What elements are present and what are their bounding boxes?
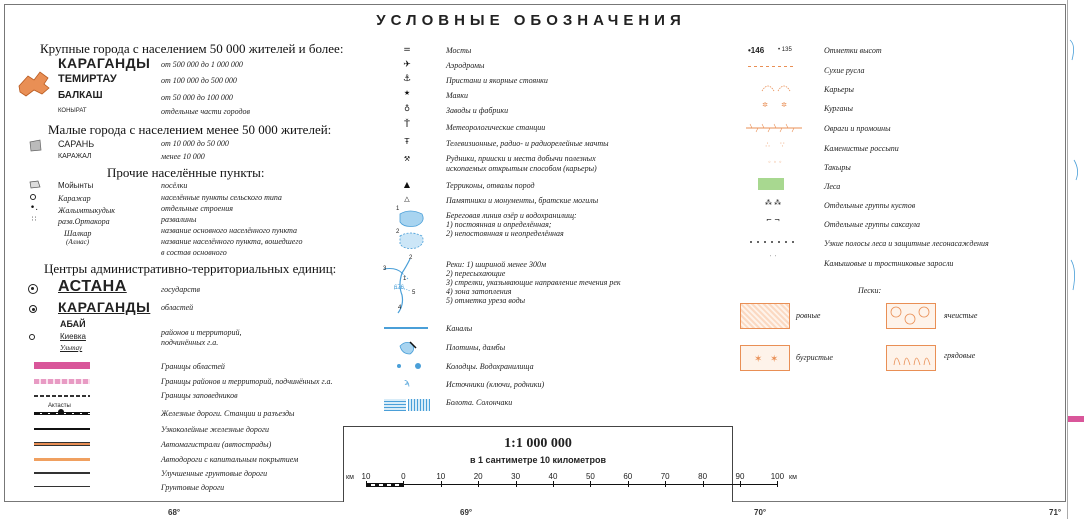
feature-desc: Мосты xyxy=(446,46,472,55)
bridge-icon: = xyxy=(403,45,411,55)
feature-desc: Пристани и якорные стоянки xyxy=(446,76,548,85)
scale-tick-label: 10 xyxy=(436,472,446,481)
feature-desc: Памятники и монументы, братские могилы xyxy=(446,196,599,205)
reservoir-icon xyxy=(415,363,421,369)
city-area-icon xyxy=(16,68,52,98)
scale-tick-label: 30 xyxy=(511,472,521,481)
scale-tick xyxy=(740,481,741,487)
settlement-name: Мойынты xyxy=(58,181,94,190)
city-name-karazhal: КАРАЖАЛ xyxy=(58,153,92,160)
monument-icon: △ xyxy=(404,195,410,203)
admin-centers-heading: Центры административно-территориальных единиц: xyxy=(44,261,337,276)
longitude-label: 71° xyxy=(1049,508,1062,517)
elevation-mark: •146 xyxy=(748,46,765,55)
city-name-karagandy: КАРАГАНДЫ xyxy=(58,55,151,71)
dam-icon xyxy=(398,338,420,356)
legend-title: УСЛОВНЫЕ ОБОЗНАЧЕНИЯ xyxy=(376,12,686,29)
small-city-icon xyxy=(28,139,44,153)
water-desc: Плотины, дамбы xyxy=(446,343,506,352)
star-icon: ★ xyxy=(403,89,411,97)
mast-icon: Ŧ xyxy=(404,137,410,146)
settlement-desc: развалины xyxy=(161,215,197,224)
settlement-desc: название основного населённого пункта xyxy=(161,226,298,235)
settlement-name: Жалымтыкудык xyxy=(58,206,116,215)
scale-tick xyxy=(441,481,442,487)
large-cities-heading: Крупные города с населением 50 000 жителей и более: xyxy=(40,41,344,56)
relief-desc: Такыры xyxy=(824,163,851,172)
oblast-boundary-symbol xyxy=(34,362,90,369)
shoreline-desc: Береговая линия озёр и водохранилищ: 1) постоянная и определённая; 2) непостоянная и неопределённая xyxy=(446,211,577,238)
village-icon xyxy=(28,180,42,190)
relief-desc: Каменистые россыпи xyxy=(824,144,899,153)
line-desc: Узкоколейные железные дороги xyxy=(161,425,270,434)
scale-tick-label: 40 xyxy=(548,472,558,481)
line-desc: Границы районов и территорий, подчинённых г.а. xyxy=(161,377,333,386)
oblast-center-icon xyxy=(29,305,37,313)
relief-desc: Овраги и промоины xyxy=(824,124,891,133)
dirt-road-symbol xyxy=(34,486,90,487)
cellular-sand-symbol xyxy=(886,303,936,329)
district-center-name: АБАЙ xyxy=(60,319,86,329)
line-desc: Границы заповедников xyxy=(161,391,238,400)
settlement-desc: отдельные строения xyxy=(161,204,233,213)
sand-desc: ровные xyxy=(796,311,821,320)
quarry-icon xyxy=(758,79,794,95)
river-index: 3 xyxy=(383,266,387,272)
water-desc: Источники (ключи, родники) xyxy=(446,380,545,389)
settlement-name: разв.Ортакора xyxy=(58,217,110,226)
scale-bar-first-segment xyxy=(366,483,403,487)
line-desc: Автодороги с капитальным покрытием xyxy=(161,455,299,464)
scale-tick xyxy=(553,481,554,487)
river-index: 1 xyxy=(403,276,407,282)
city-desc: отдельные части городов xyxy=(161,107,251,116)
reeds-icon: ˙ ˙ xyxy=(769,255,777,262)
relief-desc: Отметки высот xyxy=(824,46,882,55)
longitude-label: 70° xyxy=(754,508,767,517)
dry-bed-symbol xyxy=(748,66,796,67)
relief-desc: Сухие русла xyxy=(824,66,865,75)
scale-tick xyxy=(665,481,666,487)
scale-ratio: 1:1 000 000 xyxy=(504,436,572,451)
feature-desc: Метеорологические станции xyxy=(446,123,546,132)
river-index: 4 xyxy=(398,305,402,311)
feature-desc: ископаемых открытым способом (карьеры) xyxy=(446,164,597,173)
svg-text:✶: ✶ xyxy=(754,354,763,365)
veg-desc: Узкие полосы леса и защитные лесонасаждения xyxy=(824,239,989,248)
line-desc: Автомагистрали (автострады) xyxy=(161,440,272,449)
relief-desc: Карьеры xyxy=(824,85,854,94)
admin-desc: государств xyxy=(161,285,200,294)
settlement-desc: в состав основного xyxy=(161,248,227,257)
sands-heading: Пески: xyxy=(858,286,882,295)
forest-symbol xyxy=(758,178,784,190)
station-label: Актасты xyxy=(48,403,71,409)
other-settlements-heading: Прочие населённые пункты: xyxy=(107,165,265,180)
scale-tick xyxy=(516,481,517,487)
kurgan-icon: ✲ xyxy=(762,101,768,109)
relief-desc: Курганы xyxy=(824,104,853,113)
elevation-mark: • 135 xyxy=(778,47,792,53)
hummocky-sand-symbol xyxy=(740,345,790,371)
reserve-boundary-symbol xyxy=(34,395,90,397)
line-desc: Границы областей xyxy=(161,362,225,371)
admin-desc: подчинённых г.а. xyxy=(161,338,219,347)
water-level-mark: 676 xyxy=(394,285,405,291)
city-desc: от 500 000 до 1 000 000 xyxy=(161,60,243,69)
capital-icon xyxy=(28,284,38,294)
ruins-icon: ∷ xyxy=(31,215,37,223)
water-desc: Каналы xyxy=(446,324,473,333)
paved-road-symbol xyxy=(34,458,90,461)
spring-icon: ϡ xyxy=(404,378,410,388)
takyr-icon: ◦ ◦ ◦ xyxy=(767,159,783,166)
mine-icon: ⚒ xyxy=(403,155,411,163)
factory-icon: ♁ xyxy=(404,104,410,113)
city-name-konyrat: КОНЫРАТ xyxy=(58,108,87,114)
scale-tick xyxy=(366,481,367,487)
scale-tick xyxy=(590,481,591,487)
scale-unit-left: км xyxy=(346,474,354,481)
lake-index: 2 xyxy=(396,229,400,235)
feature-desc: Аэродромы xyxy=(446,61,485,70)
veg-desc: Отдельные группы кустов xyxy=(824,201,916,210)
district-center-name: Киевка xyxy=(60,332,86,341)
map-edge-strip xyxy=(1067,0,1084,519)
shrub-icon: ⁂ ⁂ xyxy=(764,199,782,207)
saxaul-icon: ⌐ ¬ xyxy=(766,216,780,224)
scree-icon: ∴ ∵ xyxy=(765,141,789,149)
separate-building-icon: •. xyxy=(29,203,39,213)
narrow-gauge-symbol xyxy=(34,428,90,430)
scale-tick-label: 50 xyxy=(585,472,595,481)
feature-desc: Заводы и фабрики xyxy=(446,106,509,115)
longitude-label: 68° xyxy=(168,508,181,517)
kurgan-icon: ✲ xyxy=(781,101,787,109)
improved-dirt-road-symbol xyxy=(34,472,90,474)
settlement-desc: посёлки xyxy=(161,181,188,190)
flat-sand-symbol xyxy=(740,303,790,329)
river-icon xyxy=(380,255,430,317)
scale-tick xyxy=(703,481,704,487)
scale-unit-right: км xyxy=(789,474,797,481)
scale-tick xyxy=(628,481,629,487)
veg-desc: Камышовые и тростниковые заросли xyxy=(824,259,954,268)
settlement-desc: название населённого пункта, вошедшего xyxy=(161,237,303,246)
longitude-label: 69° xyxy=(460,508,473,517)
scale-tick xyxy=(403,481,404,487)
swamp-icon xyxy=(384,399,406,411)
city-desc: от 10 000 до 50 000 xyxy=(161,139,229,148)
river-index: 5 xyxy=(412,290,416,296)
feature-desc: Телевизионные, радио- и радиорелейные мачты xyxy=(446,139,609,148)
city-desc: от 100 000 до 500 000 xyxy=(161,76,237,85)
scale-tick xyxy=(777,481,778,487)
admin-desc: областей xyxy=(161,303,194,312)
scale-tick-label: 20 xyxy=(473,472,483,481)
airplane-icon: ✈ xyxy=(403,60,411,70)
scale-tick-label: 70 xyxy=(660,472,670,481)
settlement-name: (Алмас) xyxy=(66,238,90,246)
city-desc: менее 10 000 xyxy=(161,152,205,161)
district-center-icon xyxy=(29,334,35,340)
spoil-heap-icon: ▲ xyxy=(403,180,411,189)
rural-settlement-icon xyxy=(30,194,36,200)
water-desc: Колодцы. Водохранилища xyxy=(446,362,534,371)
sand-desc: бугристые xyxy=(796,353,833,362)
scale-tick-label: 60 xyxy=(623,472,633,481)
ridge-sand-symbol xyxy=(886,345,936,371)
settlement-desc: населённые пункты сельского типа xyxy=(161,193,282,202)
line-desc: Грунтовые дороги xyxy=(161,483,225,492)
salt-marsh-icon xyxy=(408,399,430,411)
district-boundary-symbol xyxy=(34,379,90,384)
forest-belt-symbol xyxy=(750,241,798,243)
veg-desc: Леса xyxy=(824,182,841,191)
lake-index: 1 xyxy=(396,206,400,212)
capital-name: АСТАНА xyxy=(58,278,127,295)
scale-subtitle: в 1 сантиметре 10 километров xyxy=(470,455,606,465)
scale-tick-label: 90 xyxy=(735,472,745,481)
well-icon xyxy=(397,364,401,368)
oblast-center-name: КАРАГАНДЫ xyxy=(58,299,151,315)
scale-tick-label: 0 xyxy=(401,472,406,481)
line-desc: Улучшенные грунтовые дороги xyxy=(161,469,268,478)
scale-tick xyxy=(478,481,479,487)
feature-desc: Рудники, прииски и места добычи полезных xyxy=(446,154,596,163)
river-desc: Реки: 1) шириной менее 300м 2) пересыхающие 3) стрелки, указывающие направление течения рек 4) зона затопления 5) отметка уреза воды xyxy=(446,260,621,305)
settlement-name: Шалкар xyxy=(64,229,92,238)
city-name-balkash: БАЛКАШ xyxy=(58,90,103,101)
veg-desc: Отдельные группы саксаула xyxy=(824,220,921,229)
sand-desc: ячеистые xyxy=(944,311,978,320)
canal-symbol xyxy=(384,327,428,329)
scale-tick-label: 80 xyxy=(698,472,708,481)
district-center-name: Ультау xyxy=(60,344,83,352)
weather-station-icon: Ť xyxy=(404,120,410,130)
admin-desc: районов и территорий, xyxy=(161,328,242,337)
line-desc: Железные дороги. Станции и разъезды xyxy=(161,409,295,418)
river-index: 2 xyxy=(409,255,413,261)
ravine-icon xyxy=(744,122,804,134)
city-name-saran: САРАНЬ xyxy=(58,139,95,149)
station-dot xyxy=(58,409,64,415)
scale-bar-line xyxy=(366,484,777,485)
sand-desc: грядовые xyxy=(944,351,976,360)
scale-tick-label: 100 xyxy=(770,472,785,481)
motorway-symbol xyxy=(34,442,90,446)
feature-desc: Терриконы, отвалы пород xyxy=(446,181,535,190)
city-name-temirtau: ТЕМИРТАУ xyxy=(58,73,117,85)
scale-tick-label: 10 xyxy=(361,472,371,481)
small-cities-heading: Малые города с населением менее 50 000 жителей: xyxy=(48,122,332,137)
anchor-icon: ⚓ xyxy=(402,74,412,84)
svg-text:✶: ✶ xyxy=(770,354,779,365)
water-desc: Болота. Солончаки xyxy=(446,398,513,407)
settlement-name: Каражар xyxy=(58,194,91,203)
feature-desc: Маяки xyxy=(446,91,469,100)
city-desc: от 50 000 до 100 000 xyxy=(161,93,233,102)
